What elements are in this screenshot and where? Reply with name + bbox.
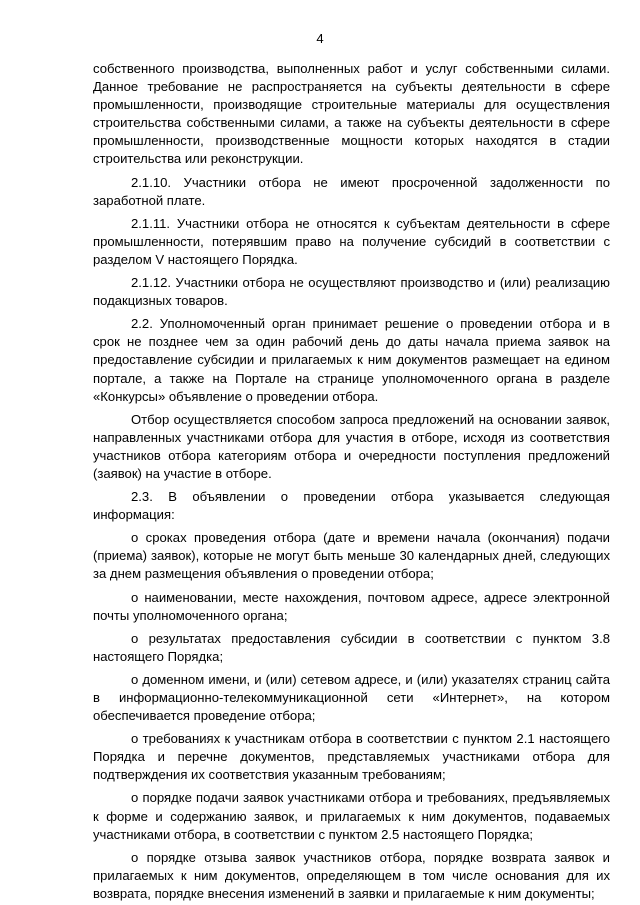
paragraph: о порядке подачи заявок участниками отбора и требованиях, предъявляемых к форме и содержанию заявок, и прилагаемых к ним документов, подаваемых участниками отбора, в соответствии с пунктом 2.5 настоящего Порядка; — [93, 790, 610, 842]
paragraph: о требованиях к участникам отбора в соответствии с пунктом 2.1 настоящего Порядка и перечне документов, представляемых участниками отбора для подтверждения их соответствия указанным требованиям; — [93, 731, 610, 783]
paragraph: 2.2. Уполномоченный орган принимает решение о проведении отбора и в срок не позднее чем за один рабочий день до даты начала приема заявок на предоставление субсидии и прилагаемых к ним документов размещает на едином портале, а также на Портале на странице уполномоченного органа в разделе «Конкурсы» объявление о проведении отбора. — [93, 316, 610, 404]
paragraph: о результатах предоставления субсидии в соответствии с пунктом 3.8 настоящего Порядка; — [93, 630, 610, 664]
paragraph: 2.1.12. Участники отбора не осуществляют производство и (или) реализацию подакцизных товаров. — [93, 275, 610, 309]
paragraph: собственного производства, выполненных работ и услуг собственными силами. Данное требование не распространяется на субъекты деятельности в сфере промышленности, производящие строительные материалы для осуществления строительства собственными силами, а также на субъекты деятельности в сфере промышленности, производственные мощности которых находятся в стадии строительства или реконструкции. — [93, 61, 610, 167]
page-number: 4 — [316, 31, 324, 46]
paragraph: Отбор осуществляется способом запроса предложений на основании заявок, направленных участниками отбора для участия в отборе, исходя из соответствия участников отбора категориям отбора и очередности поступления предложений (заявок) на участие в отборе. — [93, 411, 610, 481]
paragraph: о наименовании, месте нахождения, почтовом адресе, адресе электронной почты уполномоченного органа; — [93, 589, 610, 623]
paragraph: о сроках проведения отбора (дате и времени начала (окончания) подачи (приема) заявок), которые не могут быть меньше 30 календарных дней, следующих за днем размещения объявления о проведении отбора; — [93, 530, 610, 582]
paragraph: о доменном имени, и (или) сетевом адресе, и (или) указателях страниц сайта в информационно-телекоммуникационной сети «Интернет», на котором обеспечивается проведение отбора; — [93, 671, 610, 724]
paragraph: о порядке отзыва заявок участников отбора, порядке возврата заявок и прилагаемых к ним документов, определяющем в том числе основания для их возврата, порядке внесения изменений в заявки и прилагаемые к ним документы; — [93, 849, 610, 901]
document-body — [93, 60, 610, 903]
paragraph: 2.1.11. Участники отбора не относятся к субъектам деятельности в сфере промышленности, потерявшим право на получение субсидий в соответствии с разделом V настоящего Порядка. — [93, 215, 610, 267]
paragraph: 2.3. В объявлении о проведении отбора указывается следующая информация: — [93, 489, 610, 523]
paragraph: 2.1.10. Участники отбора не имеют просроченной задолженности по заработной плате. — [93, 174, 610, 208]
